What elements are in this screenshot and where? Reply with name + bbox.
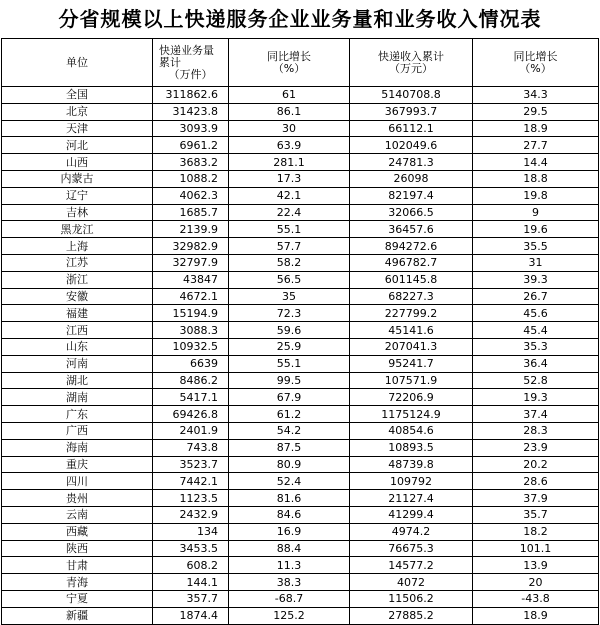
revenue-cell: 32066.5 [350,204,473,221]
revenue-cell: 24781.3 [350,154,473,171]
revenue-cell: 14577.2 [350,557,473,574]
revenue-cell: 95241.7 [350,355,473,372]
revenue-cell: 11506.2 [350,590,473,607]
table-row [2,389,599,406]
volume-growth-cell: 61 [229,87,350,104]
header-volume-growth-unit: （%） [272,61,306,75]
table-row [2,590,599,607]
volume-cell: 6639 [153,355,229,372]
table-row [2,355,599,372]
revenue-cell: 367993.7 [350,103,473,120]
revenue-growth-cell: 35.7 [473,506,599,523]
table-title: 分省规模以上快递服务企业业务量和业务收入情况表 [58,7,542,31]
table-row [2,540,599,557]
volume-growth-cell: 67.9 [229,389,350,406]
table-row [2,406,599,423]
volume-cell: 608.2 [153,557,229,574]
volume-cell: 69426.8 [153,406,229,423]
region-cell: 新疆 [2,607,153,624]
table-row [2,238,599,255]
volume-cell: 144.1 [153,574,229,591]
volume-cell: 311862.6 [153,87,229,104]
volume-cell: 2139.9 [153,221,229,238]
volume-growth-cell: 22.4 [229,204,350,221]
revenue-growth-cell: 36.4 [473,355,599,372]
revenue-cell: 36457.6 [350,221,473,238]
volume-growth-cell: 17.3 [229,170,350,187]
revenue-growth-cell: 20 [473,574,599,591]
revenue-cell: 207041.3 [350,338,473,355]
table-row [2,473,599,490]
revenue-growth-cell: 35.5 [473,238,599,255]
table-row [2,204,599,221]
table-header [2,39,599,87]
revenue-growth-cell: 28.3 [473,422,599,439]
region-cell: 安徽 [2,288,153,305]
table-row [2,372,599,389]
revenue-cell: 601145.8 [350,271,473,288]
region-cell: 湖北 [2,372,153,389]
revenue-cell: 76675.3 [350,540,473,557]
revenue-growth-cell: -43.8 [473,590,599,607]
region-cell: 辽宁 [2,187,153,204]
revenue-cell: 102049.6 [350,137,473,154]
table-row [2,305,599,322]
table-row [2,288,599,305]
region-cell: 四川 [2,473,153,490]
volume-cell: 5417.1 [153,389,229,406]
header-revenue [350,39,473,87]
revenue-growth-cell: 34.3 [473,87,599,104]
revenue-cell: 10893.5 [350,439,473,456]
volume-growth-cell: 16.9 [229,523,350,540]
volume-growth-cell: 57.7 [229,238,350,255]
revenue-growth-cell: 101.1 [473,540,599,557]
volume-cell: 32797.9 [153,254,229,271]
revenue-cell: 109792 [350,473,473,490]
volume-growth-cell: 54.2 [229,422,350,439]
region-cell: 云南 [2,506,153,523]
region-cell: 宁夏 [2,590,153,607]
volume-cell: 3453.5 [153,540,229,557]
volume-cell: 6961.2 [153,137,229,154]
revenue-growth-cell: 29.5 [473,103,599,120]
volume-cell: 31423.8 [153,103,229,120]
volume-growth-cell: 11.3 [229,557,350,574]
revenue-growth-cell: 19.3 [473,389,599,406]
table-row [2,221,599,238]
region-cell: 青海 [2,574,153,591]
volume-growth-cell: 80.9 [229,456,350,473]
revenue-growth-cell: 18.9 [473,120,599,137]
region-cell: 江苏 [2,254,153,271]
revenue-cell: 27885.2 [350,607,473,624]
volume-growth-cell: 30 [229,120,350,137]
volume-growth-cell: 25.9 [229,338,350,355]
header-revenue-growth-label: 同比增长 [513,49,558,63]
volume-growth-cell: 87.5 [229,439,350,456]
volume-cell: 3523.7 [153,456,229,473]
volume-cell: 1685.7 [153,204,229,221]
volume-growth-cell: 88.4 [229,540,350,557]
table-row [2,87,599,104]
revenue-cell: 26098 [350,170,473,187]
header-region [2,39,153,87]
region-cell: 重庆 [2,456,153,473]
volume-growth-cell: 56.5 [229,271,350,288]
revenue-cell: 107571.9 [350,372,473,389]
volume-cell: 134 [153,523,229,540]
revenue-growth-cell: 39.3 [473,271,599,288]
volume-cell: 32982.9 [153,238,229,255]
volume-cell: 43847 [153,271,229,288]
table-row [2,154,599,171]
revenue-growth-cell: 35.3 [473,338,599,355]
revenue-growth-cell: 37.4 [473,406,599,423]
region-cell: 陕西 [2,540,153,557]
table-row [2,187,599,204]
revenue-cell: 227799.2 [350,305,473,322]
revenue-growth-cell: 52.8 [473,372,599,389]
table-row [2,607,599,624]
revenue-growth-cell: 45.4 [473,322,599,339]
table-row [2,422,599,439]
volume-cell: 10932.5 [153,338,229,355]
volume-growth-cell: 58.2 [229,254,350,271]
volume-cell: 7442.1 [153,473,229,490]
region-cell: 内蒙古 [2,170,153,187]
region-cell: 河北 [2,137,153,154]
revenue-growth-cell: 14.4 [473,154,599,171]
volume-growth-cell: 55.1 [229,221,350,238]
volume-growth-cell: 52.4 [229,473,350,490]
volume-growth-cell: -68.7 [229,590,350,607]
revenue-growth-cell: 28.6 [473,473,599,490]
header-region-label: 单位 [66,55,88,69]
region-cell: 吉林 [2,204,153,221]
table-row [2,120,599,137]
revenue-cell: 66112.1 [350,120,473,137]
region-cell: 河南 [2,355,153,372]
volume-cell: 3683.2 [153,154,229,171]
table-row [2,456,599,473]
volume-growth-cell: 281.1 [229,154,350,171]
revenue-growth-cell: 45.6 [473,305,599,322]
revenue-growth-cell: 18.2 [473,523,599,540]
region-cell: 广东 [2,406,153,423]
revenue-growth-cell: 13.9 [473,557,599,574]
table-row [2,557,599,574]
table-row [2,271,599,288]
region-cell: 浙江 [2,271,153,288]
table-row [2,506,599,523]
revenue-growth-cell: 31 [473,254,599,271]
volume-cell: 1123.5 [153,490,229,507]
region-cell: 海南 [2,439,153,456]
region-cell: 广西 [2,422,153,439]
volume-growth-cell: 86.1 [229,103,350,120]
revenue-growth-cell: 27.7 [473,137,599,154]
region-cell: 全国 [2,87,153,104]
table-row [2,103,599,120]
header-revenue-unit: （万元） [389,61,433,75]
table-row [2,170,599,187]
revenue-growth-cell: 37.9 [473,490,599,507]
volume-growth-cell: 72.3 [229,305,350,322]
volume-cell: 3088.3 [153,322,229,339]
table-body [2,87,599,625]
volume-cell: 4062.3 [153,187,229,204]
header-revenue-growth [473,39,599,87]
volume-cell: 4672.1 [153,288,229,305]
revenue-cell: 48739.8 [350,456,473,473]
header-volume-growth [229,39,350,87]
volume-cell: 1874.4 [153,607,229,624]
region-cell: 贵州 [2,490,153,507]
region-cell: 江西 [2,322,153,339]
table-row [2,574,599,591]
table-row [2,322,599,339]
express-stats-table [1,38,599,625]
region-cell: 山东 [2,338,153,355]
region-cell: 甘肃 [2,557,153,574]
volume-cell: 1088.2 [153,170,229,187]
header-volume-label: 快递业务量累计 [159,43,214,69]
volume-growth-cell: 38.3 [229,574,350,591]
revenue-growth-cell: 19.8 [473,187,599,204]
header-revenue-label: 快递收入累计 [378,49,444,63]
volume-growth-cell: 59.6 [229,322,350,339]
region-cell: 山西 [2,154,153,171]
revenue-cell: 21127.4 [350,490,473,507]
revenue-cell: 496782.7 [350,254,473,271]
table-row [2,439,599,456]
region-cell: 湖南 [2,389,153,406]
volume-growth-cell: 61.2 [229,406,350,423]
volume-cell: 2401.9 [153,422,229,439]
volume-growth-cell: 35 [229,288,350,305]
revenue-cell: 40854.6 [350,422,473,439]
revenue-growth-cell: 18.8 [473,170,599,187]
volume-growth-cell: 63.9 [229,137,350,154]
region-cell: 北京 [2,103,153,120]
revenue-cell: 894272.6 [350,238,473,255]
revenue-cell: 41299.4 [350,506,473,523]
volume-growth-cell: 55.1 [229,355,350,372]
revenue-growth-cell: 9 [473,204,599,221]
header-volume [153,39,229,87]
region-cell: 福建 [2,305,153,322]
volume-cell: 2432.9 [153,506,229,523]
revenue-growth-cell: 23.9 [473,439,599,456]
region-cell: 黑龙江 [2,221,153,238]
region-cell: 天津 [2,120,153,137]
revenue-cell: 82197.4 [350,187,473,204]
revenue-cell: 1175124.9 [350,406,473,423]
volume-cell: 8486.2 [153,372,229,389]
header-revenue-growth-unit: （%） [519,61,552,75]
volume-growth-cell: 81.6 [229,490,350,507]
revenue-cell: 45141.6 [350,322,473,339]
revenue-growth-cell: 26.7 [473,288,599,305]
table-row [2,338,599,355]
revenue-cell: 4974.2 [350,523,473,540]
volume-growth-cell: 99.5 [229,372,350,389]
revenue-cell: 5140708.8 [350,87,473,104]
volume-growth-cell: 125.2 [229,607,350,624]
volume-cell: 743.8 [153,439,229,456]
revenue-cell: 72206.9 [350,389,473,406]
header-volume-growth-label: 同比增长 [267,49,311,63]
volume-growth-cell: 84.6 [229,506,350,523]
table-row [2,523,599,540]
revenue-growth-cell: 19.6 [473,221,599,238]
revenue-cell: 68227.3 [350,288,473,305]
table-row [2,490,599,507]
revenue-cell: 4072 [350,574,473,591]
table-row [2,254,599,271]
volume-cell: 15194.9 [153,305,229,322]
region-cell: 西藏 [2,523,153,540]
header-volume-unit: （万件） [168,67,213,81]
volume-cell: 3093.9 [153,120,229,137]
volume-cell: 357.7 [153,590,229,607]
region-cell: 上海 [2,238,153,255]
revenue-growth-cell: 20.2 [473,456,599,473]
revenue-growth-cell: 18.9 [473,607,599,624]
table-row [2,137,599,154]
volume-growth-cell: 42.1 [229,187,350,204]
